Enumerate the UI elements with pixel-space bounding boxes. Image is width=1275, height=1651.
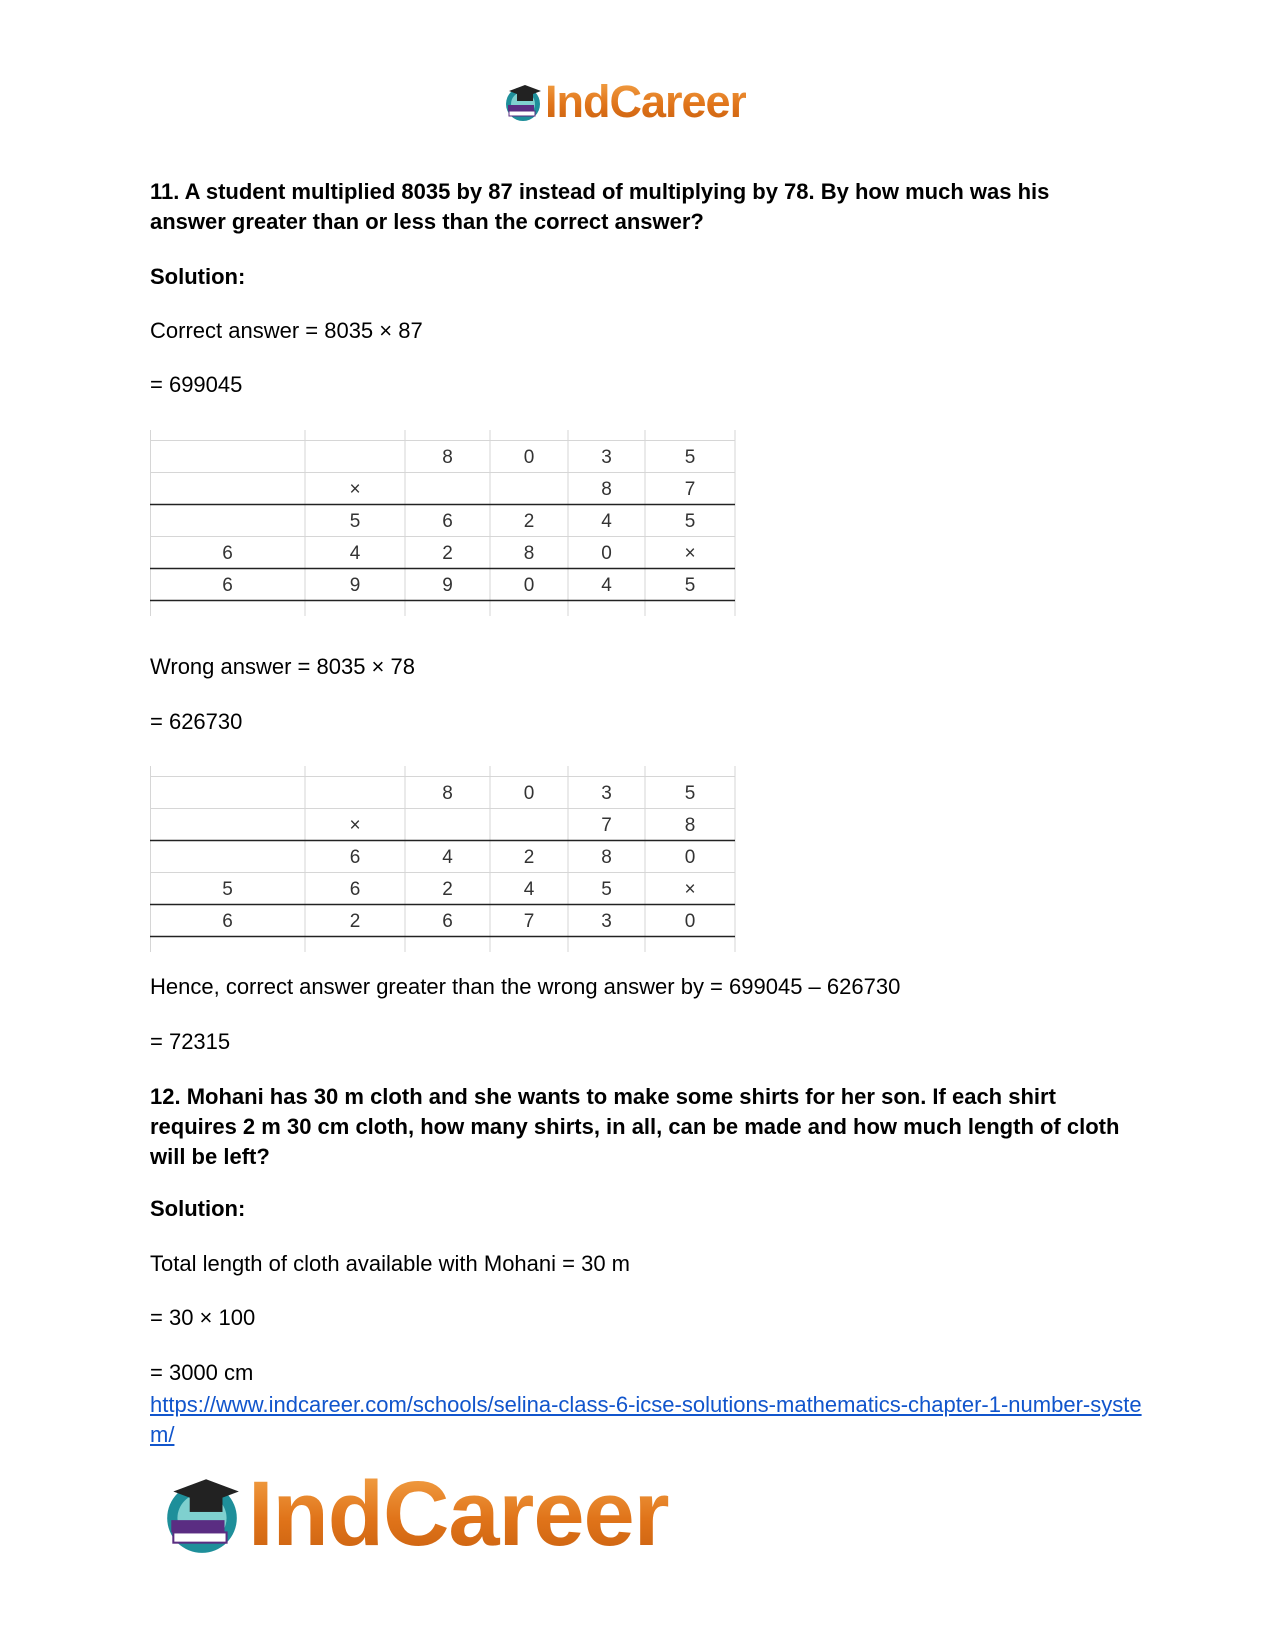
solution-label-11: Solution: — [150, 264, 246, 289]
table-cell: 2 — [442, 879, 453, 900]
table-cell: 0 — [601, 543, 612, 564]
table-cell: 6 — [442, 911, 453, 932]
header-logo — [503, 78, 746, 126]
header-logo-text: IndCareer — [545, 76, 747, 127]
table-cell: 2 — [442, 543, 453, 564]
table-cell: 5 — [684, 511, 696, 532]
table-cell: 5 — [684, 447, 696, 468]
table-cell: 3 — [601, 783, 612, 804]
table-cell: 3 — [601, 911, 612, 932]
table-cell: 4 — [601, 575, 612, 596]
table-cell: 0 — [523, 783, 535, 804]
graduation-cap-globe-books-icon — [503, 81, 543, 123]
table-cell: 2 — [349, 911, 361, 932]
table-cell: 6 — [442, 511, 453, 532]
table-cell: 7 — [601, 815, 612, 836]
table-cell: 7 — [523, 911, 535, 932]
q12-conversion: = 30 × 100 — [150, 1305, 256, 1330]
table-cell: 9 — [349, 575, 361, 596]
table-cell: 8 — [442, 783, 453, 804]
table-cell: 7 — [684, 479, 696, 500]
q11-correct-result: = 699045 — [150, 372, 243, 397]
table-cell: 3 — [601, 447, 612, 468]
table-cell: 9 — [442, 575, 453, 596]
table-cell: 0 — [684, 911, 696, 932]
times-icon: × — [349, 479, 361, 500]
table-cell: 5 — [601, 879, 612, 900]
q11-correct-answer: Correct answer = 8035 × 87 — [150, 318, 423, 343]
times-icon: × — [684, 543, 696, 564]
table-cell: 4 — [349, 543, 361, 564]
table-cell: 6 — [222, 543, 233, 564]
q12-total-length: Total length of cloth available with Mohani = 30 m — [150, 1251, 631, 1276]
table-cell: 8 — [523, 543, 535, 564]
table-cell: 6 — [222, 911, 233, 932]
table-cell: 5 — [349, 511, 361, 532]
table-cell: 8 — [601, 847, 612, 868]
times-icon: × — [349, 815, 361, 836]
footer-logo-text: IndCareer — [248, 1463, 669, 1565]
table-cell: 5 — [684, 783, 696, 804]
table-cell: 4 — [523, 879, 535, 900]
table-cell: 6 — [349, 847, 361, 868]
q12-result: = 3000 cm — [150, 1360, 254, 1385]
q11-difference: Hence, correct answer greater than the wrong answer by = 699045 – 626730 — [150, 974, 901, 999]
table-cell: 2 — [523, 847, 535, 868]
table-cell: 6 — [222, 575, 233, 596]
table-cell: 0 — [523, 447, 535, 468]
question-11: 11. A student multiplied 8035 by 87 instead of multiplying by 78. By how much was his answer greater than or less than the correct answer? — [150, 179, 1050, 234]
multiplication-table-wrong — [150, 766, 740, 961]
table-cell: 8 — [601, 479, 612, 500]
table-cell: 0 — [684, 847, 696, 868]
q11-wrong-answer: Wrong answer = 8035 × 78 — [150, 654, 415, 679]
table-cell: 8 — [684, 815, 696, 836]
table-cell: 5 — [684, 575, 696, 596]
times-icon: × — [684, 879, 696, 900]
graduation-cap-globe-books-icon — [160, 1471, 244, 1557]
table-cell: 2 — [523, 511, 535, 532]
q11-wrong-result: = 626730 — [150, 709, 243, 734]
footer-logo — [160, 1463, 669, 1565]
table-cell: 5 — [222, 879, 233, 900]
table-cell: 6 — [349, 879, 361, 900]
question-12: 12. Mohani has 30 m cloth and she wants to make some shirts for her son. If each shirt requires 2 m 30 cm cloth, how many shirts, in all, can be made and how much length of cloth will be left? — [150, 1084, 1120, 1169]
multiplication-table-correct — [150, 430, 740, 625]
q11-final-answer: = 72315 — [150, 1029, 231, 1054]
solution-label-12: Solution: — [150, 1196, 246, 1221]
table-cell: 0 — [523, 575, 535, 596]
table-cell: 8 — [442, 447, 453, 468]
source-link[interactable]: https://www.indcareer.com/schools/selina-class-6-icse-solutions-mathematics-chapter-1-number-system/ — [150, 1392, 1142, 1447]
table-cell: 4 — [442, 847, 453, 868]
table-cell: 4 — [601, 511, 612, 532]
